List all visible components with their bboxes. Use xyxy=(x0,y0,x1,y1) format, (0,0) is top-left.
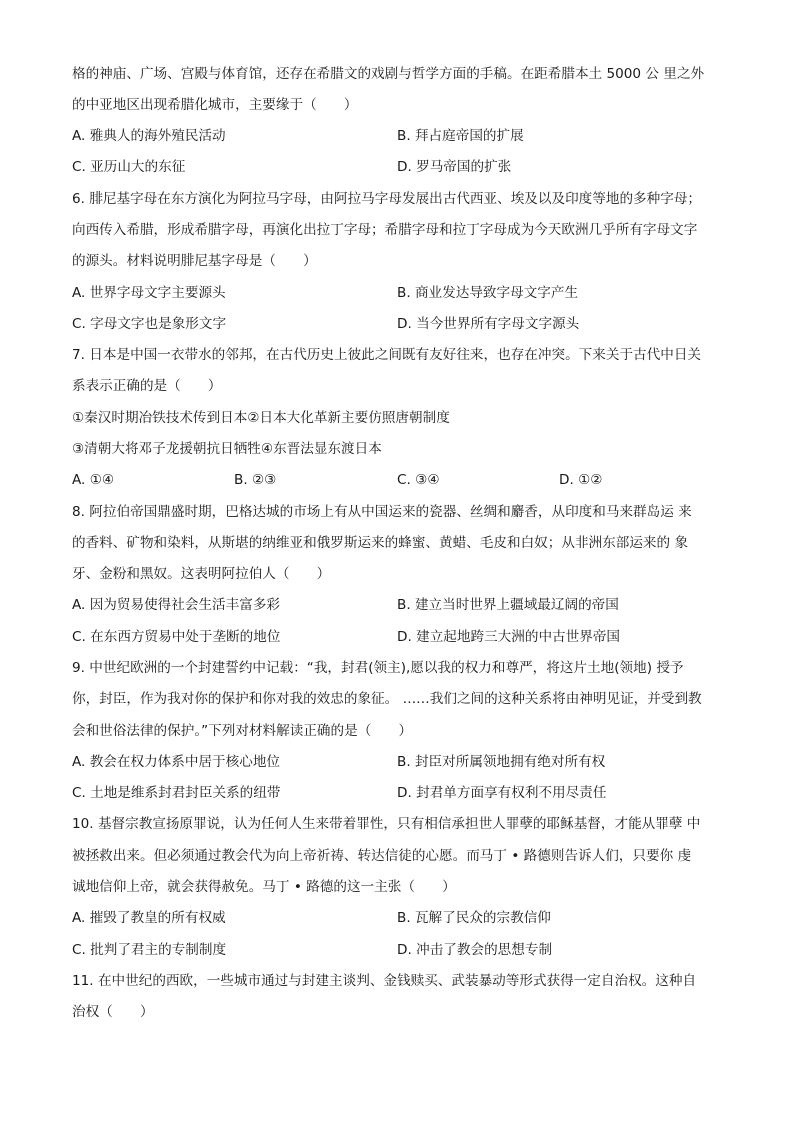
q7-option-a[interactable]: A. ①④ xyxy=(72,472,115,488)
q10-line-1: 10. 基督宗教宣扬原罪说，认为任何人生来带着罪性，只有相信承担世人罪孽的耶稣基督，才能从罪孽 中 xyxy=(72,816,701,832)
q9-line-2: 你，封臣，作为我对你的保护和你对我的效忠的象征。 ……我们之间的这种关系将由神明见证，并受到教 xyxy=(72,691,702,707)
q6-option-b[interactable]: B. 商业发达导致字母文字产生 xyxy=(397,285,579,301)
q8-option-c[interactable]: C. 在东西方贸易中处于垄断的地位 xyxy=(72,629,281,645)
q7-line-1: 7. 日本是中国一衣带水的邻邦，在古代历史上彼此之间既有友好往来，也存在冲突。下来关于古代中日关 xyxy=(72,347,702,363)
q5-line-2: 的中亚地区出现希腊化城市，主要缘于（ ） xyxy=(72,97,358,113)
q9-option-b[interactable]: B. 封臣对所属领地拥有绝对所有权 xyxy=(397,754,606,770)
q10-option-c[interactable]: C. 批判了君主的专制制度 xyxy=(72,942,227,958)
q5-option-a[interactable]: A. 雅典人的海外殖民活动 xyxy=(72,128,226,144)
q6-option-c[interactable]: C. 字母文字也是象形文字 xyxy=(72,316,227,332)
q6-line-2: 向西传入希腊，形成希腊字母，再演化出拉丁字母；希腊字母和拉丁字母成为今天欧洲几乎所有字母文字 xyxy=(72,222,698,238)
q10-option-d[interactable]: D. 冲击了教会的思想专制 xyxy=(397,942,553,958)
q7-line-2: 系表示正确的是（ ） xyxy=(72,378,222,394)
q9-line-1: 9. 中世纪欧洲的一个封建誓约中记载：“我，封君(领主),愿以我的权力和尊严，将这片土地(领地) 授予 xyxy=(72,660,684,676)
q11-line-2: 治权（ ） xyxy=(72,1004,154,1020)
q8-line-1: 8. 阿拉伯帝国鼎盛时期，巴格达城的市场上有从中国运来的瓷器、丝绸和麝香，从印度和马来群岛运 来 xyxy=(72,504,692,520)
q10-line-2: 被拯救出来。但必须通过教会代为向上帝祈祷、转达信徒的心愿。而马丁 • 路德则告诉人们，只要你 虔 xyxy=(72,848,692,864)
q9-option-c[interactable]: C. 土地是维系封君封臣关系的纽带 xyxy=(72,785,281,801)
q9-option-a[interactable]: A. 教会在权力体系中居于核心地位 xyxy=(72,754,281,770)
q6-line-1: 6. 腓尼基字母在东方演化为阿拉马字母，由阿拉马字母发展出古代西亚、埃及以及印度等地的多种字母； xyxy=(72,191,702,207)
q8-option-a[interactable]: A. 因为贸易使得社会生活丰富多彩 xyxy=(72,597,281,613)
q6-option-a[interactable]: A. 世界字母文字主要源头 xyxy=(72,285,226,301)
q7-option-d[interactable]: D. ①② xyxy=(559,472,603,488)
q10-line-3: 诚地信仰上帝，就会获得赦免。马丁 • 路德的这一主张（ ） xyxy=(72,879,456,895)
q8-option-d[interactable]: D. 建立起地跨三大洲的中古世界帝国 xyxy=(397,629,621,645)
q10-option-b[interactable]: B. 瓦解了民众的宗教信仰 xyxy=(397,910,551,926)
q7-line-3: ①秦汉时期冶铁技术传到日本②日本大化革新主要仿照唐朝制度 xyxy=(72,410,450,426)
q8-option-b[interactable]: B. 建立当时世界上疆域最辽阔的帝国 xyxy=(397,597,619,613)
q5-option-c[interactable]: C. 亚历山大的东征 xyxy=(72,159,186,175)
q5-line-1: 格的神庙、广场、宫殿与体育馆，还存在希腊文的戏剧与哲学方面的手稿。在距希腊本土 5000 公 里之外 xyxy=(72,66,705,82)
q5-option-d[interactable]: D. 罗马帝国的扩张 xyxy=(397,159,512,175)
q7-option-c[interactable]: C. ③④ xyxy=(397,472,440,488)
q10-option-a[interactable]: A. 摧毁了教皇的所有权威 xyxy=(72,910,226,926)
q11-line-1: 11. 在中世纪的西欧，一些城市通过与封建主谈判、金钱赎买、武装暴动等形式获得一定自治权。这种自 xyxy=(72,973,697,989)
q5-option-b[interactable]: B. 拜占庭帝国的扩展 xyxy=(397,128,524,144)
q7-option-b[interactable]: B. ②③ xyxy=(234,472,277,488)
q6-option-d[interactable]: D. 当今世界所有字母文字源头 xyxy=(397,316,580,332)
q9-option-d[interactable]: D. 封君单方面享有权利不用尽责任 xyxy=(397,785,607,801)
q8-line-3: 牙、金粉和黑奴。这表明阿拉伯人（ ） xyxy=(72,566,331,582)
q8-line-2: 的香料、矿物和染料，从斯堪的纳维亚和俄罗斯运来的蜂蜜、黄蜡、毛皮和白奴；从非洲东部运来的 象 xyxy=(72,535,689,551)
q6-line-3: 的源头。材料说明腓尼基字母是（ ） xyxy=(72,253,317,269)
q7-line-4: ③清朝大将邓子龙援朝抗日牺牲④东晋法显东渡日本 xyxy=(72,441,382,457)
q9-line-3: 会和世俗法律的保护。”下列对材料解读正确的是（ ） xyxy=(72,723,413,739)
